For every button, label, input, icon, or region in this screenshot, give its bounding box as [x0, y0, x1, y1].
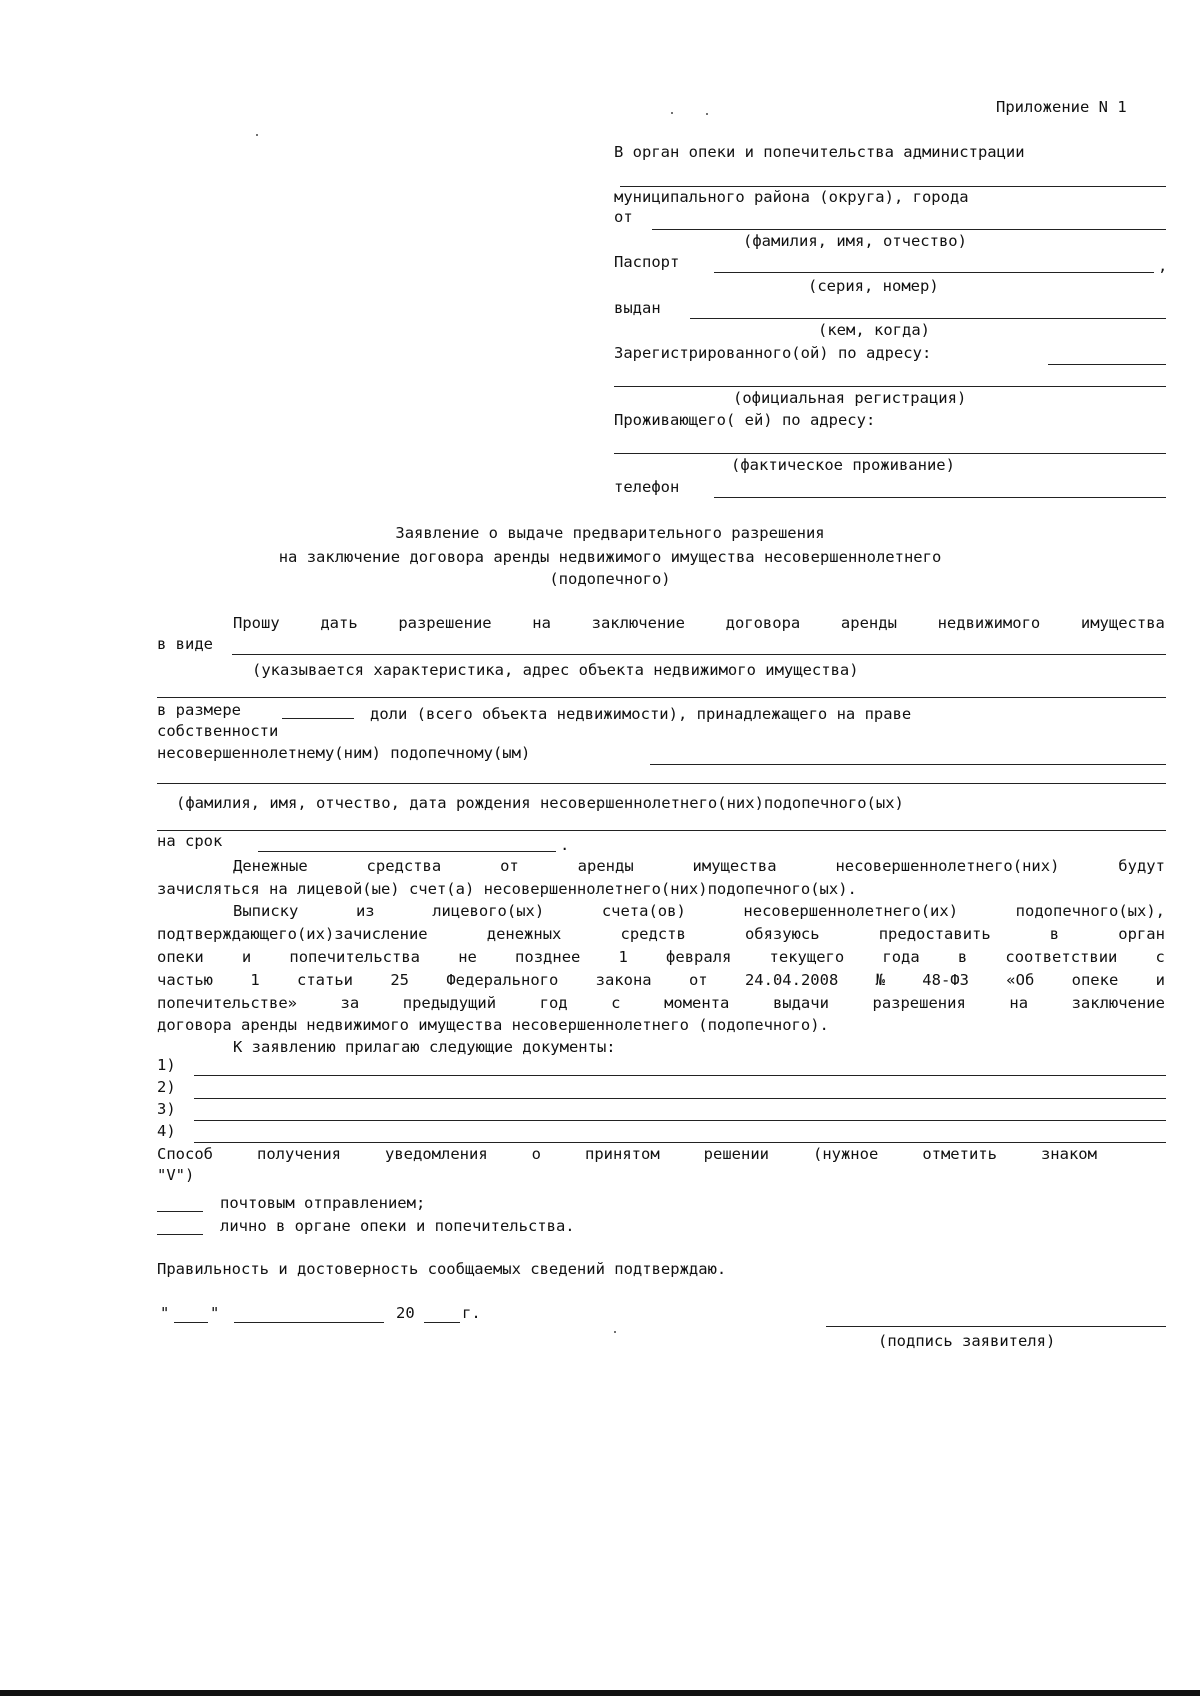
- attach-label: К заявлению прилагаю следующие документы:: [233, 1038, 616, 1056]
- addressee-to: В орган опеки и попечительства администрации: [614, 143, 1025, 161]
- extract-line-2: [157, 927, 1165, 943]
- word: закона: [595, 971, 652, 989]
- passport-label: Паспорт: [614, 253, 680, 271]
- word: имущества: [692, 857, 777, 875]
- word: «Об: [1006, 971, 1035, 989]
- word: средств: [620, 925, 686, 943]
- word: аренды: [840, 614, 897, 632]
- word: на: [532, 614, 551, 632]
- money-line-1: [233, 859, 1165, 875]
- passport-hint: (серия, номер): [808, 277, 939, 295]
- passport-comma: ,: [1158, 257, 1168, 275]
- word: принятом: [585, 1145, 660, 1163]
- item-3-number: 3): [157, 1100, 176, 1118]
- extract-line-1: [233, 904, 1165, 920]
- word: подтверждающего(их)зачисление: [157, 925, 428, 943]
- date-quote-close: ": [210, 1304, 220, 1322]
- phone-label: телефон: [614, 478, 680, 496]
- day-line: [174, 1322, 208, 1323]
- registered-line-2: [614, 386, 1166, 387]
- word: и: [1155, 971, 1165, 989]
- word: опеки: [157, 948, 204, 966]
- share-line: [282, 718, 354, 719]
- word: получения: [257, 1145, 341, 1163]
- word: решении: [703, 1145, 769, 1163]
- word: Федерального: [446, 971, 559, 989]
- ownership-text: собственности: [157, 722, 279, 740]
- option-2-checkbox-line[interactable]: [157, 1234, 203, 1235]
- registered-line-1: [1048, 364, 1166, 365]
- word: от: [500, 857, 519, 875]
- signature-line: [826, 1326, 1166, 1327]
- word: февраля: [666, 948, 732, 966]
- request-line: [233, 616, 1165, 632]
- word: заключение: [1071, 994, 1165, 1012]
- item-1-line: [194, 1075, 1166, 1076]
- size-label: в размере: [157, 701, 241, 719]
- term-line: [258, 851, 556, 852]
- word: Выписку: [233, 902, 299, 920]
- word: Денежные: [233, 857, 308, 875]
- scan-edge-bar: [0, 1690, 1200, 1696]
- option-1-checkbox-line[interactable]: [157, 1211, 203, 1212]
- word: с: [1155, 948, 1165, 966]
- minor-hint: (фамилия, имя, отчество, дата рождения несовершеннолетнего(них)подопечного(ых): [176, 794, 904, 812]
- month-line: [234, 1322, 384, 1323]
- year-line: [424, 1322, 460, 1323]
- issued-line: [690, 318, 1166, 319]
- word: в: [1049, 925, 1060, 943]
- title-line-2: на заключение договора аренды недвижимого имущества несовершеннолетнего: [278, 548, 942, 566]
- word: 1: [618, 948, 628, 966]
- word: 25: [390, 971, 409, 989]
- scan-speck: [614, 1331, 616, 1333]
- registered-label: Зарегистрированного(ой) по адресу:: [614, 344, 932, 362]
- word: года: [882, 948, 920, 966]
- word: разрешения: [872, 994, 966, 1012]
- word: момента: [664, 994, 730, 1012]
- property-line-2: [157, 697, 1166, 698]
- word: предыдущий: [402, 994, 497, 1012]
- notify-line-1: [157, 1147, 1097, 1163]
- item-1-number: 1): [157, 1056, 176, 1074]
- word: счета(ов): [601, 902, 686, 920]
- option-2-text: лично в органе опеки и попечительства.: [220, 1217, 575, 1235]
- word: денежных: [486, 925, 562, 943]
- word: частью: [157, 971, 213, 989]
- scan-speck: [706, 113, 708, 115]
- extract-line-4: [157, 973, 1165, 989]
- word: орган: [1118, 925, 1165, 943]
- phone-line: [714, 497, 1166, 498]
- word: выдачи: [772, 994, 829, 1012]
- word: попечительства: [289, 948, 421, 966]
- issued-label: выдан: [614, 299, 661, 317]
- word: лицевого(ых): [432, 902, 545, 920]
- title-line-3: (подопечного): [549, 570, 671, 588]
- word: в: [957, 948, 968, 966]
- word: из: [355, 902, 375, 920]
- registered-hint: (официальная регистрация): [733, 389, 967, 407]
- word: знаком: [1040, 1145, 1097, 1163]
- item-4-line: [194, 1142, 1166, 1143]
- word: и: [241, 948, 252, 966]
- item-4-number: 4): [157, 1122, 176, 1140]
- word: обязуюсь: [744, 925, 820, 943]
- word: год: [539, 994, 568, 1012]
- word: разрешение: [398, 614, 492, 632]
- money-line-2: зачисляться на лицевой(ые) счет(а) несовершеннолетнего(них)подопечного(ых).: [157, 880, 857, 898]
- residing-label: Проживающего( ей) по адресу:: [614, 411, 876, 429]
- word: аренды: [577, 857, 634, 875]
- word: №: [875, 971, 885, 989]
- residing-line: [614, 453, 1166, 454]
- passport-line: [714, 272, 1154, 273]
- minor-line-2: [157, 783, 1166, 784]
- title-line-1: Заявление о выдаче предварительного разрешения: [395, 524, 825, 542]
- notify-line-2: "V"): [157, 1166, 195, 1184]
- word: (нужное: [812, 1145, 879, 1163]
- word: о: [531, 1145, 541, 1163]
- request-line-2: в виде: [157, 635, 213, 653]
- word: позднее: [515, 948, 581, 966]
- word: Прошу: [233, 614, 280, 632]
- word: отметить: [922, 1145, 997, 1163]
- word: несовершеннолетнего(их): [743, 902, 959, 920]
- signature-hint: (подпись заявителя): [878, 1332, 1056, 1350]
- confirm-text: Правильность и достоверность сообщаемых сведений подтверждаю.: [157, 1260, 727, 1278]
- minor-line-3: [157, 830, 1166, 831]
- word: опеке: [1071, 971, 1119, 989]
- word: недвижимого: [937, 614, 1041, 632]
- from-hint: (фамилия, имя, отчество): [743, 232, 967, 250]
- word: Способ: [157, 1145, 213, 1163]
- from-label: от: [614, 208, 633, 226]
- word: от: [688, 971, 708, 989]
- term-label: на срок: [157, 832, 223, 850]
- from-line: [652, 229, 1166, 230]
- word: попечительстве»: [157, 994, 297, 1012]
- issued-hint: (кем, когда): [818, 321, 930, 339]
- property-line-1: [232, 654, 1166, 655]
- word: заключение: [591, 614, 685, 632]
- word: несовершеннолетнего(них): [835, 857, 1060, 875]
- appendix-label: Приложение N 1: [996, 98, 1127, 116]
- word: 24.04.2008: [744, 971, 839, 989]
- word: договора: [725, 614, 801, 632]
- word: текущего: [769, 948, 845, 966]
- property-hint: (указывается характеристика, адрес объекта недвижимого имущества): [252, 661, 859, 679]
- year-suffix: г.: [462, 1304, 481, 1322]
- word: имущества: [1080, 614, 1165, 632]
- word: на: [1009, 994, 1029, 1012]
- word: 48-ФЗ: [922, 971, 969, 989]
- option-1-text: почтовым отправлением;: [220, 1194, 426, 1212]
- word: средства: [366, 857, 442, 875]
- item-2-number: 2): [157, 1078, 176, 1096]
- word: с: [611, 994, 621, 1012]
- scan-speck: [256, 134, 258, 136]
- scan-speck: [671, 112, 673, 114]
- word: 1: [250, 971, 260, 989]
- minor-label: несовершеннолетнему(ним) подопечному(ым): [157, 744, 531, 762]
- municipality-label: муниципального района (округа), города: [614, 188, 969, 206]
- word: подопечного(ых),: [1015, 902, 1165, 920]
- size-text: доли (всего объекта недвижимости), принадлежащего на праве: [370, 705, 912, 723]
- item-3-line: [194, 1120, 1166, 1121]
- word: дать: [320, 614, 358, 632]
- word: за: [340, 994, 360, 1012]
- extract-line-5: [157, 996, 1165, 1012]
- term-dot: .: [560, 836, 570, 854]
- extract-line-3: [157, 950, 1165, 966]
- word: не: [458, 948, 477, 966]
- word: будут: [1118, 857, 1165, 875]
- year-prefix: 20: [396, 1304, 415, 1322]
- word: соответствии: [1005, 948, 1118, 966]
- extract-line-6: договора аренды недвижимого имущества несовершеннолетнего (подопечного).: [157, 1016, 829, 1034]
- word: уведомления: [385, 1145, 488, 1163]
- municipality-name-line: [620, 186, 1166, 187]
- minor-line-1: [650, 764, 1166, 765]
- item-2-line: [194, 1098, 1166, 1099]
- word: предоставить: [878, 925, 991, 943]
- residing-hint: (фактическое проживание): [731, 456, 955, 474]
- word: статьи: [297, 971, 353, 989]
- date-quote-open: ": [160, 1304, 170, 1322]
